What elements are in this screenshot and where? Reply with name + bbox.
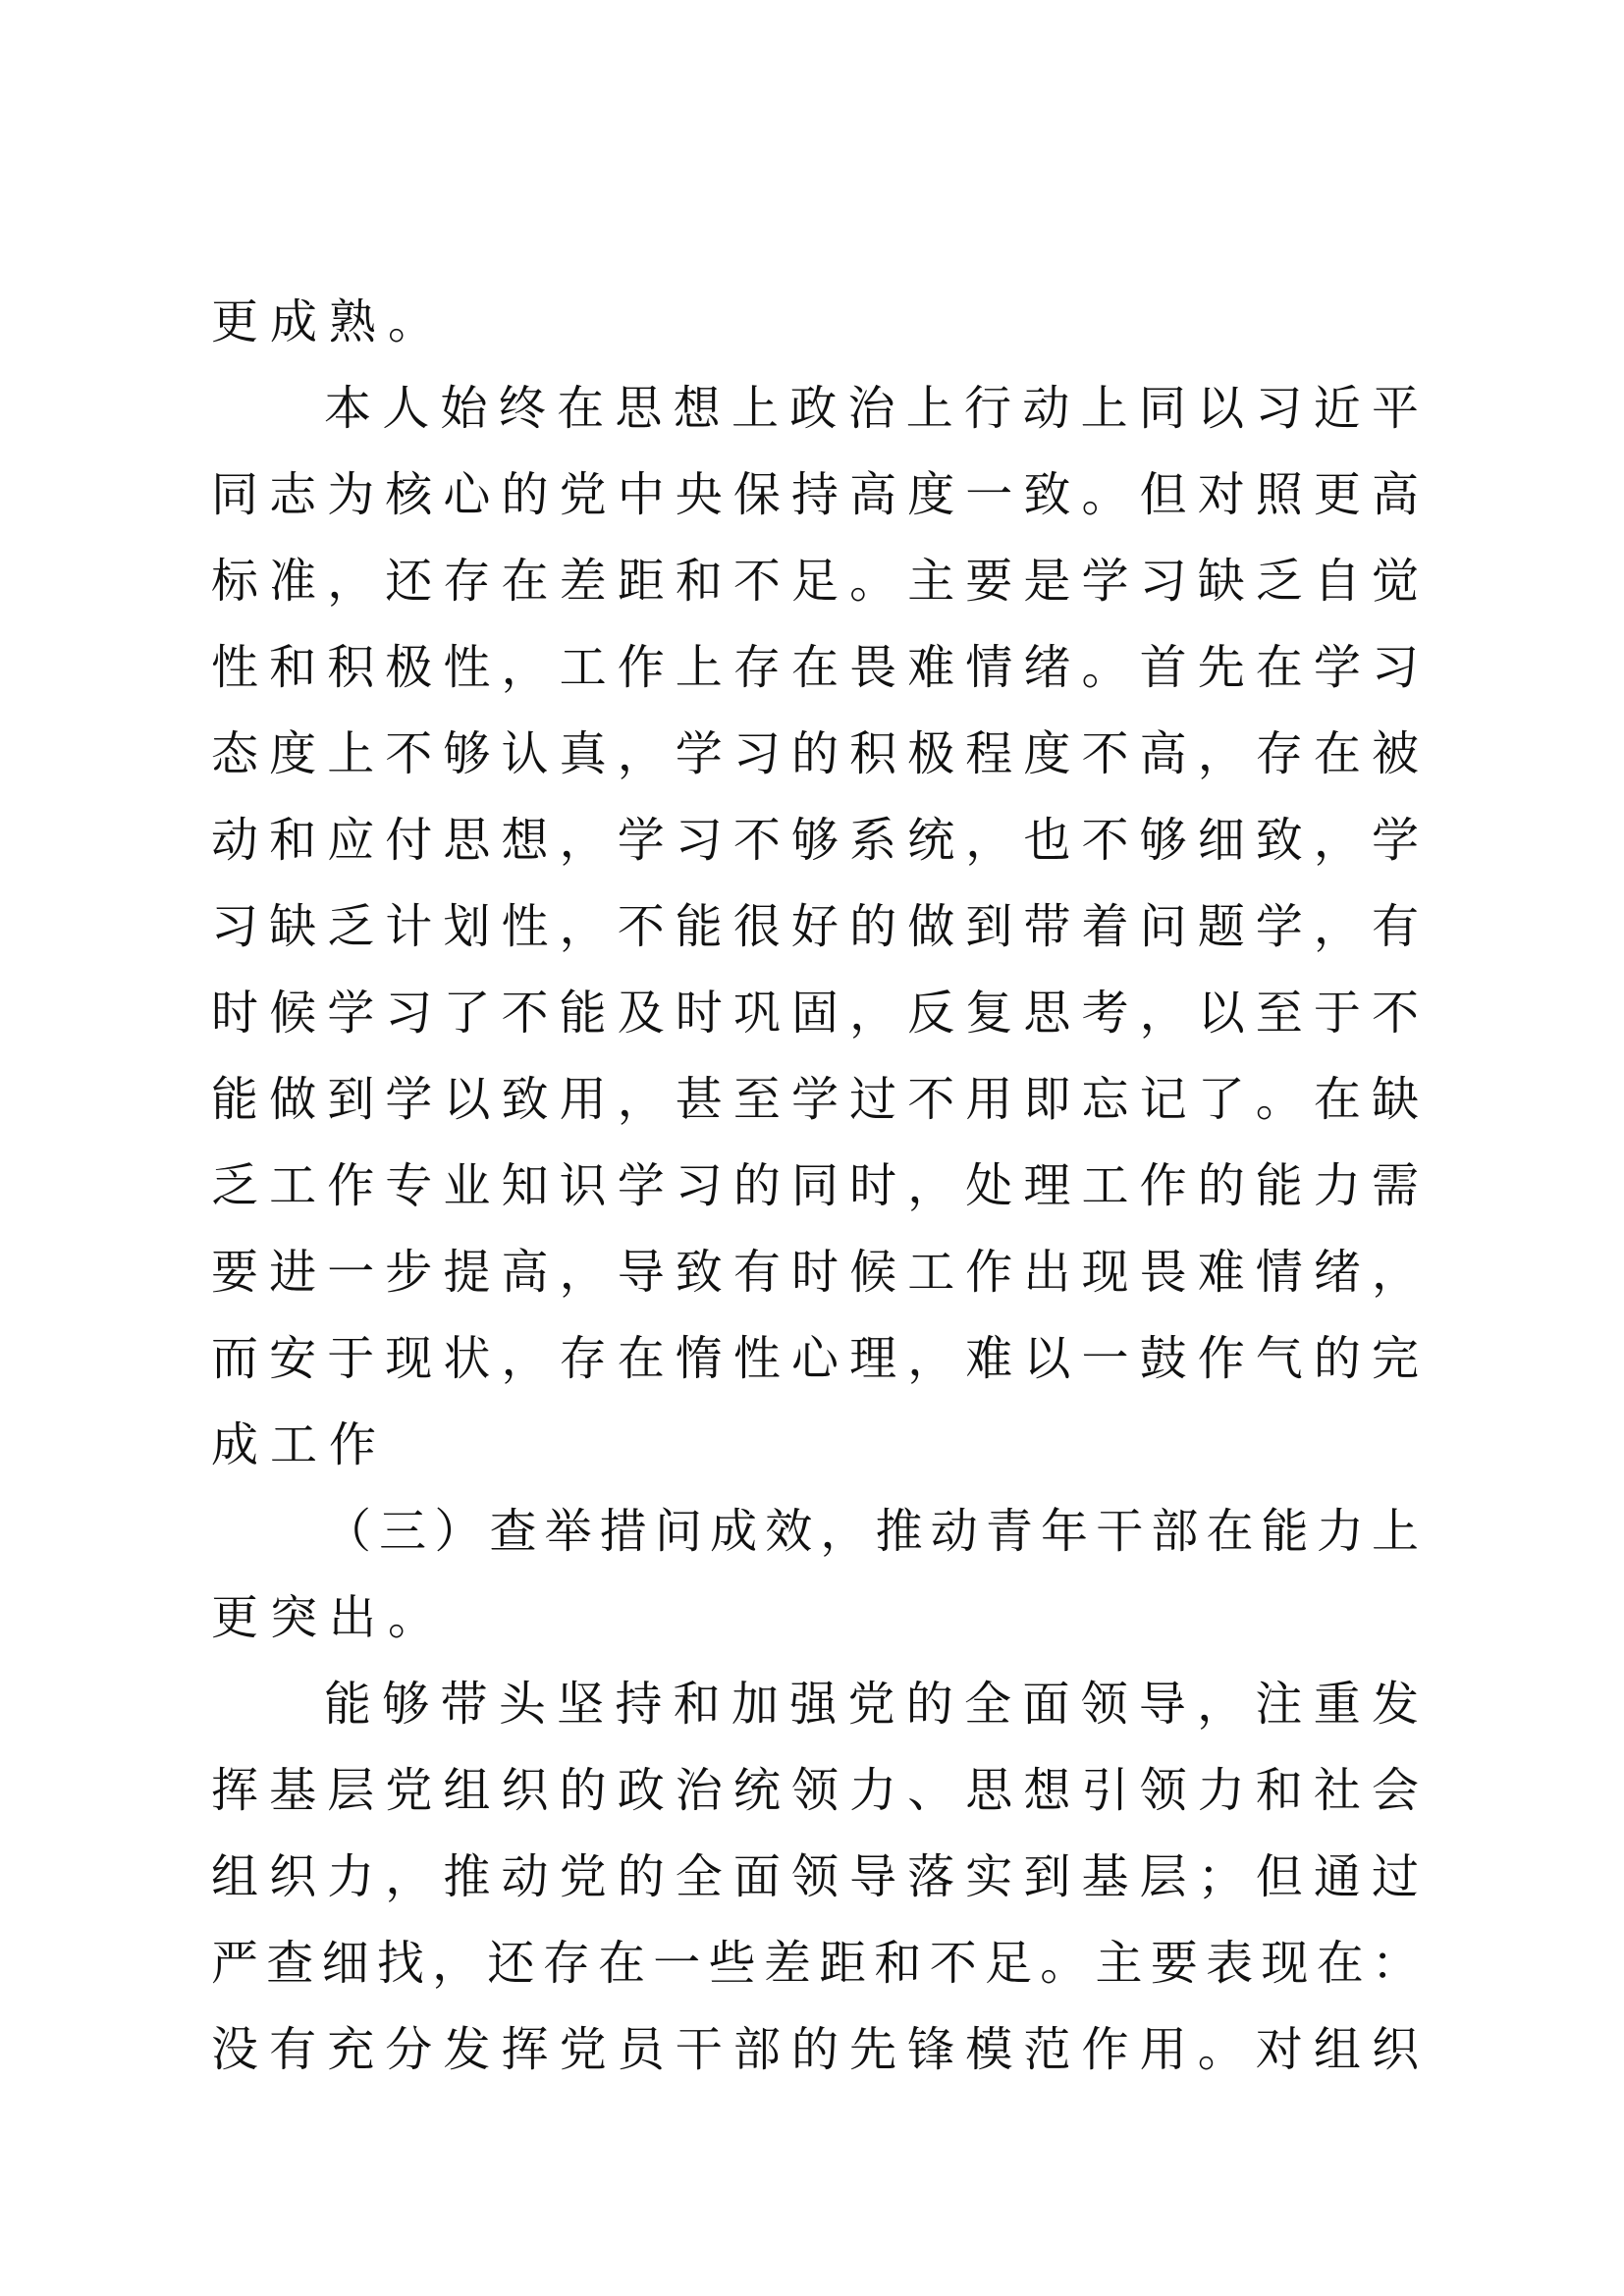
text-line-21: 没有充分发挥党员干部的先锋模范作用。对组织 — [211, 2022, 1419, 2077]
section-heading-line-1: （三）查举措问成效，推动青年干部在能力上 — [324, 1504, 1419, 1559]
text-line-8: 习缺乏计划性，不能很好的做到带着问题学，有 — [211, 899, 1419, 954]
text-line-13: 而安于现状，存在惰性心理，难以一鼓作气的完 — [211, 1331, 1419, 1386]
text-line-6: 态度上不够认真，学习的积极程度不高，存在被 — [211, 726, 1419, 781]
text-line-11: 乏工作专业知识学习的同时，处理工作的能力需 — [211, 1158, 1419, 1213]
text-line-5: 性和积极性，工作上存在畏难情绪。首先在学习 — [211, 640, 1419, 695]
text-line-10: 能做到学以致用，甚至学过不用即忘记了。在缺 — [211, 1072, 1419, 1127]
text-line-4: 标准，还存在差距和不足。主要是学习缺乏自觉 — [211, 554, 1419, 609]
text-line-2: 本人始终在思想上政治上行动上同以习近平 — [324, 381, 1419, 436]
text-line-19: 组织力，推动党的全面领导落实到基层；但通过 — [211, 1849, 1419, 1904]
text-line-14: 成工作 — [211, 1417, 389, 1472]
text-line-12: 要进一步提高，导致有时候工作出现畏难情绪， — [211, 1245, 1419, 1300]
text-line-1: 更成熟。 — [211, 294, 448, 349]
text-line-3: 同志为核心的党中央保持高度一致。但对照更高 — [211, 467, 1419, 522]
section-heading-line-2: 更突出。 — [211, 1590, 448, 1645]
text-line-18: 挥基层党组织的政治统领力、思想引领力和社会 — [211, 1763, 1419, 1818]
text-line-20: 严查细找，还存在一些差距和不足。主要表现在： — [211, 1936, 1419, 1991]
text-line-17: 能够带头坚持和加强党的全面领导，注重发 — [324, 1677, 1419, 1732]
text-line-7: 动和应付思想，学习不够系统，也不够细致，学 — [211, 813, 1419, 868]
text-line-9: 时候学习了不能及时巩固，反复思考，以至于不 — [211, 986, 1419, 1041]
